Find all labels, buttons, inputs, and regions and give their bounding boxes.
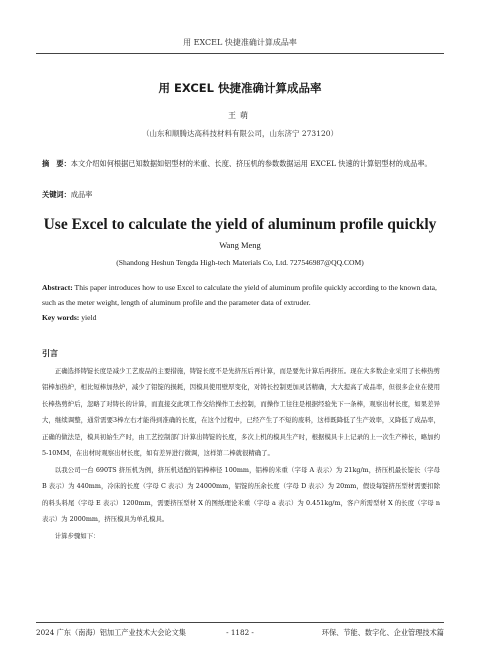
chinese-keywords-text: 成品率: [70, 190, 93, 199]
section-heading-introduction: 引言: [42, 349, 58, 358]
footer-proceedings: 2024 广东（南海）铝加工产业技术大会论文集: [36, 628, 186, 637]
english-abstract-label: Abstract:: [42, 283, 73, 292]
english-affiliation: (Shandong Heshun Tengda High-tech Materials Co, Ltd. 727546987@QQ.COM): [116, 258, 364, 267]
english-abstract-text: This paper introduces how to use Excel to calculate the yield of aluminum profile quickly according to the known data, such as the meter weight, length of aluminum profile and the parameter data of extruder.: [42, 283, 437, 307]
chinese-title: 用 EXCEL 快捷准确计算成品率: [158, 81, 322, 95]
english-author: Wang Meng: [219, 240, 261, 250]
running-head: 用 EXCEL 快捷准确计算成品率: [183, 38, 297, 47]
chinese-abstract-label: 摘 要：: [42, 159, 71, 168]
footer-rule: [36, 622, 444, 623]
chinese-author: 王萌: [228, 111, 252, 120]
english-abstract: [42, 281, 440, 310]
body-text: [42, 363, 440, 544]
chinese-abstract: [42, 157, 438, 170]
english-keywords: [42, 313, 96, 322]
footer-page-number: - 1182 -: [226, 628, 254, 637]
body-paragraph: 以我公司一台 690TS 挤压机为例，挤压机适配的铝棒棒径 100mm，铝棒的米重（字母 A 表示）为 21kg/m，挤压机最长锭长（字母 B 表示）为 440mm，冷床的长度（字母 C 表示）为 24000mm，铝锭的压余长度（字母 D 表示）为 20mm，假设每锭挤压型材需要扣除的料头料尾（字母 E 表示）1200mm，需要挤压型材 X 的图纸理论米重（字母 a 表示）为 0.451kg/m，客户所需型材 X 的长度（字母 n 表示）为 2000mm，挤压模具为单孔模具。: [42, 465, 440, 524]
chinese-keywords: [42, 190, 92, 200]
footer-section-name: 环保、节能、数字化、企业管理技术篇: [321, 628, 444, 637]
body-paragraph: 计算步骤如下：: [54, 531, 100, 540]
english-title: Use Excel to calculate the yield of aluminum profile quickly: [43, 216, 437, 233]
chinese-abstract-text: 本文介绍如何根据已知数据如铝型材的米重、长度、挤压机的参数数据运用 EXCEL 快速的计算铝型材的成品率。: [70, 159, 432, 168]
english-keywords-label: Key words:: [42, 313, 80, 322]
chinese-keywords-label: 关键词：: [42, 190, 71, 199]
english-keywords-text: yield: [79, 313, 97, 322]
header-rule: [36, 53, 444, 54]
chinese-affiliation: （山东和顺腾达高科技材料有限公司，山东济宁 273120）: [141, 129, 338, 138]
body-paragraph: 正确选择铸锭长度是减少工艺废品的主要措施，铸锭长度不是先挤压后再计算，而是要先计算后再挤压。现在大多数企业采用了长棒热剪铝棒加热炉，相比短棒加热炉，减少了铝锭的损耗，因模具使用壁厚变化，对铸长控制更加灵活精确，大大提高了成品率，但很多企业在使用长棒热剪炉后，忽略了对铸长的计算，而直接交此项工作交给操作工去控制，而操作工往往是根据经验先下一条棒，观察出材长度，如果差异大，继续调整，通常需要3棒左右才能得到准确的长度，在这个过程中，已经产生了不短的废料，这样既降低了生产效率，又降低了成品率，正确的做法是，模具初始生产时，由工艺控制部门计算出铸锭的长度，多次上机的模具生产时，根据模具卡上记录的上一次生产棒长，略加约 5-10MM，在出材时观察出材长度，如有差异进行微调，这样第二棒就很精确了。: [42, 367, 440, 458]
